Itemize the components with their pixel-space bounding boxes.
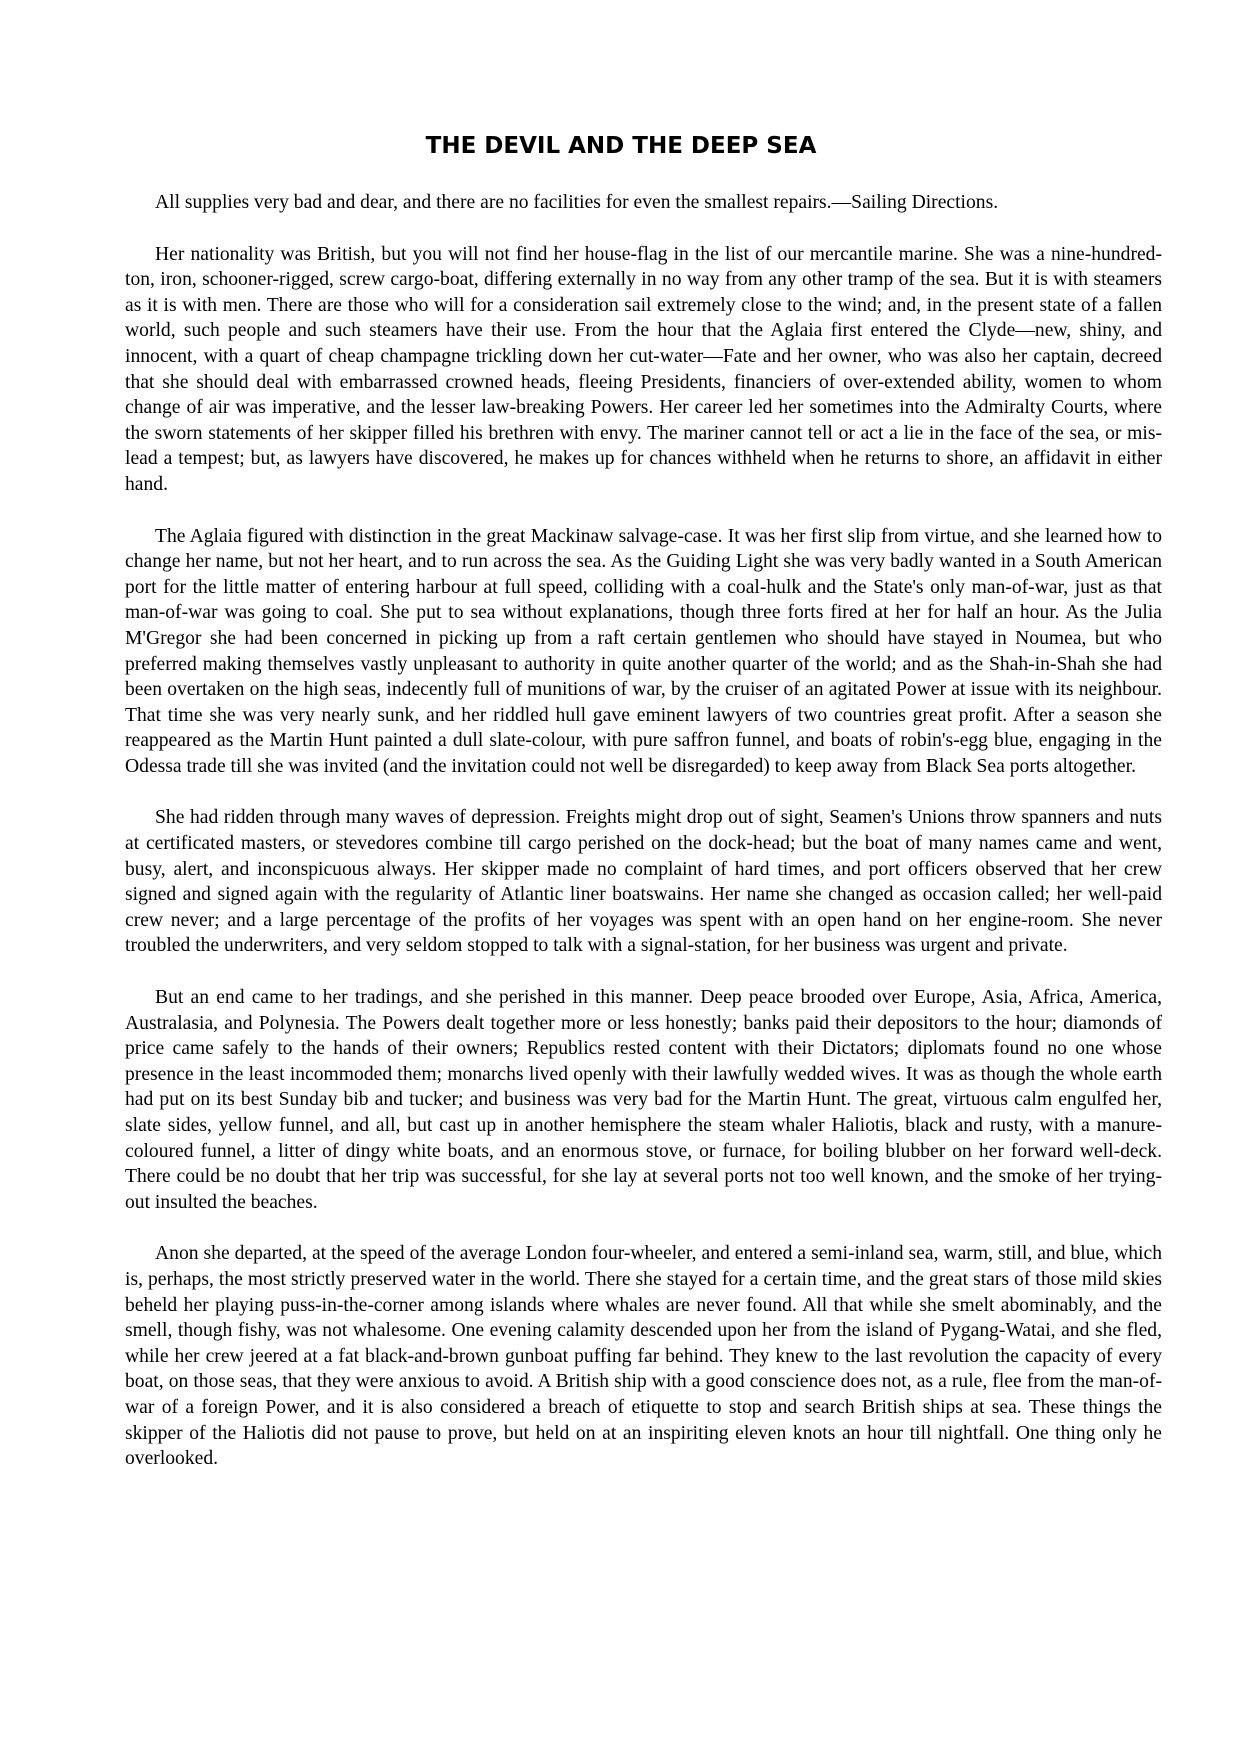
paragraph-5: Anon she departed, at the speed of the average London four-wheeler, and entered a semi-inland sea, warm, still, and blue, which is, perhaps, the most strictly preserved water in the world. There she stayed for a certain time, and the great stars of those mild skies beheld her playing puss-in-the-corner among islands where whales are never found. All that while she smelt abominably, and the smell, though fishy, was not whalesome. One evening calamity descended upon her from the island of Pygang-Watai, and she fled, while her crew jeered at a fat black-and-brown gunboat puffing far behind. They knew to the last revolution the capacity of every boat, on those seas, that they were anxious to avoid. A British ship with a good conscience does not, as a rule, flee from the man-of-war of a foreign Power, and it is also considered a breach of etiquette to stop and search British ships at sea. These things the skipper of the Haliotis did not pause to prove, but held on at an inspiriting eleven knots an hour till nightfall. One thing only he overlooked.	[125, 1243, 1162, 1470]
paragraph-4: But an end came to her tradings, and she perished in this manner. Deep peace brooded over Europe, Asia, Africa, America, Australasia, and Polynesia. The Powers dealt together more or less honestly; banks paid their depositors to the hour; diamonds of price came safely to the hands of their owners; Republics rested content with their Dictators; diplomats found no one whose presence in the least incommoded them; monarchs lived openly with their lawfully wedded wives. It was as though the whole earth had put on its best Sunday bib and tucker; and business was very bad for the Martin Hunt. The great, virtuous calm engulfed her, slate sides, yellow funnel, and all, but cast up in another hemisphere the steam whaler Haliotis, black and rusty, with a manure-coloured funnel, a litter of dingy white boats, and an enormous stove, or furnace, for boiling blubber on her forward well-deck. There could be no doubt that her trip was successful, for she lay at several ports not too well known, and the smoke of her trying-out insulted the beaches.	[125, 987, 1162, 1213]
body-text	[125, 190, 1162, 1472]
paragraph-2: The Aglaia figured with distinction in the great Mackinaw salvage-case. It was her first slip from virtue, and she learned how to change her name, but not her heart, and to run across the sea. As the Guiding Light she was very badly wanted in a South American port for the little matter of entering harbour at full speed, colliding with a coal-hulk and the State's only man-of-war, just as that man-of-war was going to coal. She put to sea without explanations, though three forts fired at her for half an hour. As the Julia M'Gregor she had been concerned in picking up from a raft certain gentlemen who should have stayed in Noumea, but who preferred making themselves vastly unpleasant to authority in quite another quarter of the world; and as the Shah-in-Shah she had been overtaken on the high seas, indecently full of munitions of war, by the cruiser of an agitated Power at issue with its neighbour. That time she was very nearly sunk, and her riddled hull gave eminent lawyers of two countries great profit. After a season she reappeared as the Martin Hunt painted a dull slate-colour, with pure saffron funnel, and boats of robin's-egg blue, engaging in the Odessa trade till she was invited (and the invitation could not well be disregarded) to keep away from Black Sea ports altogether.	[125, 525, 1162, 777]
paragraph-1: Her nationality was British, but you will not find her house-flag in the list of our mercantile marine. She was a nine-hundred-ton, iron, schooner-rigged, screw cargo-boat, differing externally in no way from any other tramp of the sea. But it is with steamers as it is with men. There are those who will for a consideration sail extremely close to the wind; and, in the present state of a fallen world, such people and such steamers have their use. From the hour that the Aglaia first entered the Clyde—new, shiny, and innocent, with a quart of cheap champagne trickling down her cut-water—Fate and her owner, who was also her captain, decreed that she should deal with embarrassed crowned heads, fleeing Presidents, financiers of over-extended ability, women to whom change of air was imperative, and the lesser law-breaking Powers. Her career led her sometimes into the Admiralty Courts, where the sworn statements of her skipper filled his brethren with envy. The mariner cannot tell or act a lie in the face of the sea, or mis-lead a tempest; but, as lawyers have discovered, he makes up for chances withheld when he returns to shore, an affidavit in either hand.	[125, 243, 1162, 495]
paragraph-3: She had ridden through many waves of depression. Freights might drop out of sight, Seamen's Unions throw spanners and nuts at certificated masters, or stevedores combine till cargo perished on the dock-head; but the boat of many names came and went, busy, alert, and inconspicuous always. Her skipper made no complaint of hard times, and port officers observed that her crew signed and signed again with the regularity of Atlantic liner boatswains. Her name she changed as occasion called; her well-paid crew never; and a large percentage of the profits of her voyages was spent with an open hand on her engine-room. She never troubled the underwriters, and very seldom stopped to talk with a signal-station, for her business was urgent and private.	[125, 807, 1162, 957]
epigraph: All supplies very bad and dear, and there are no facilities for even the smallest repairs.—Sailing Directions.	[155, 192, 999, 213]
page-title: THE DEVIL AND THE DEEP SEA	[425, 133, 817, 159]
